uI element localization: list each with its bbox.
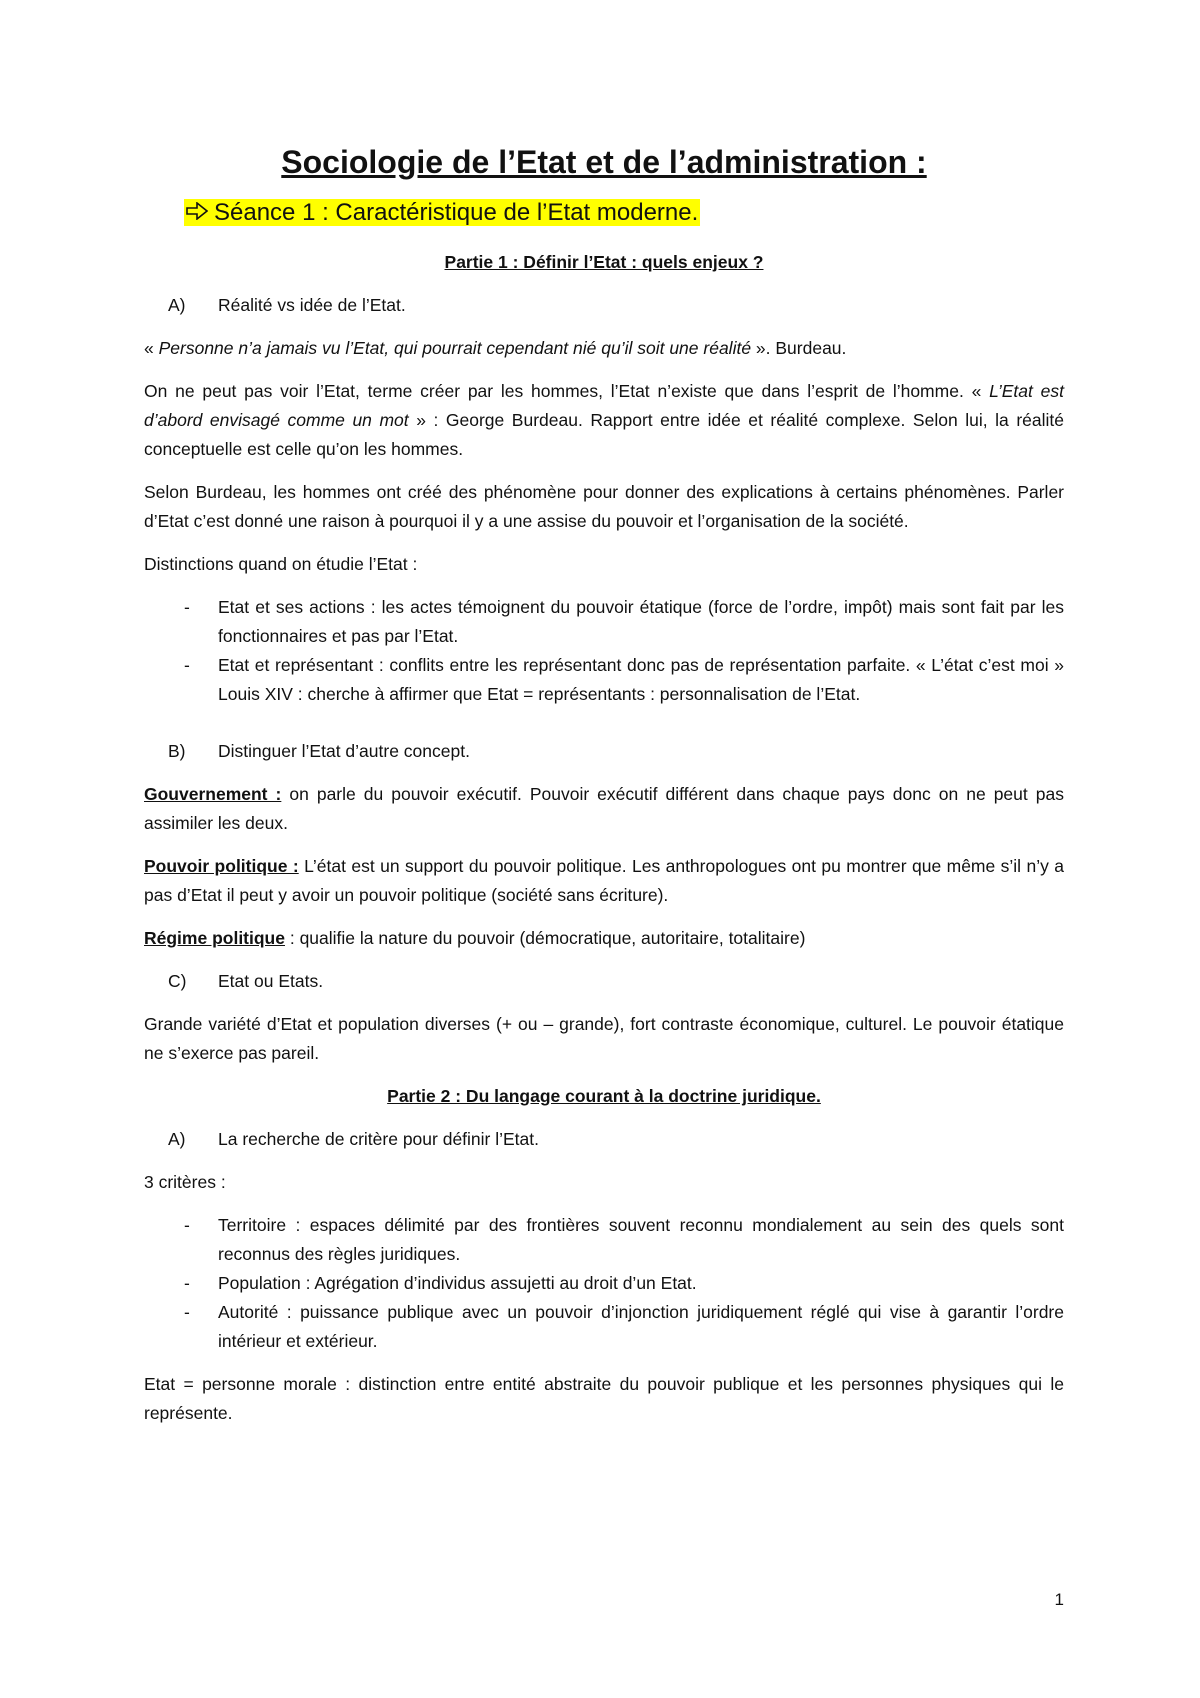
definition-text: L’état est un support du pouvoir politique. Les anthropologues ont pu montrer que même s’il n’y a pas d’Etat il peut y avoir un pouvoir politique (société sans écriture).: [144, 856, 1064, 905]
definition-term: Pouvoir politique :: [144, 856, 299, 876]
paragraph: Distinctions quand on étudie l’Etat :: [144, 554, 418, 574]
paragraph: Etat = personne morale : distinction entre entité abstraite du pouvoir publique et les personnes physiques qui le représente.: [144, 1374, 1064, 1423]
definition-term: Gouvernement :: [144, 784, 282, 804]
document-title: Sociologie de l’Etat et de l’administration :: [281, 144, 927, 180]
arrow-right-icon: [186, 196, 214, 230]
paragraph: [144, 377, 1064, 464]
seance-heading: [184, 196, 1064, 230]
section-b-heading: [144, 737, 1064, 766]
burdeau-quote: [144, 334, 1064, 363]
section-label: Distinguer l’Etat d’autre concept.: [218, 741, 470, 761]
list-item: - Autorité : puissance publique avec un pouvoir d’injonction juridiquement réglé qui vise à garantir l’ordre intérieur et extérieur.: [144, 1298, 1064, 1356]
page-number: 1: [1054, 1590, 1064, 1609]
list-item: - Etat et représentant : conflits entre les représentant donc pas de représentation parfaite. « L’état c’est moi » Louis XIV : cherche à affirmer que Etat = représentants : personnalisation de l’Etat.: [144, 651, 1064, 709]
document-body: [144, 142, 1064, 1442]
section-letter: B): [168, 741, 186, 761]
criteria-list: [144, 1211, 1064, 1356]
section-label: Etat ou Etats.: [218, 971, 324, 991]
partie2-heading: Partie 2 : Du langage courant à la doctrine juridique.: [387, 1086, 821, 1106]
section-letter: A): [168, 295, 186, 315]
paragraph: Selon Burdeau, les hommes ont créé des phénomène pour donner des explications à certains phénomènes. Parler d’Etat c’est donné une raison à pourquoi il y a une assise du pouvoir et l’organisation de la société.: [144, 482, 1064, 531]
definition-text: : qualifie la nature du pouvoir (démocratique, autoritaire, totalitaire): [284, 928, 806, 948]
section-a-heading: [144, 1125, 1064, 1154]
quote-close: ». Burdeau.: [751, 338, 847, 358]
paragraph-quote: L’Etat est d’abord envisagé comme un mot: [144, 381, 1064, 430]
partie1-heading: Partie 1 : Définir l’Etat : quels enjeux ?: [444, 252, 764, 272]
section-a-heading: [144, 291, 1064, 320]
seance-highlight: [184, 199, 700, 226]
paragraph-text: On ne peut pas voir l’Etat, terme créer par les hommes, l’Etat n’existe que dans l’esprit de l’homme. «: [144, 381, 990, 401]
quote-text: Personne n’a jamais vu l’Etat, qui pourrait cependant nié qu’il soit une réalité: [158, 338, 752, 358]
distinctions-list: [144, 593, 1064, 709]
paragraph: 3 critères :: [144, 1172, 226, 1192]
paragraph-text: » : George Burdeau. Rapport entre idée et réalité complexe. Selon lui, la réalité conceptuelle est celle qu’on les hommes.: [144, 410, 1064, 459]
definition-gouvernement: [144, 780, 1064, 838]
list-item: - Territoire : espaces délimité par des frontières souvent reconnu mondialement au sein des quels sont reconnus des règles juridiques.: [144, 1211, 1064, 1269]
section-label: Réalité vs idée de l’Etat.: [218, 295, 406, 315]
definition-regime-politique: [144, 924, 1064, 953]
quote-open: «: [144, 338, 159, 358]
list-item: - Population : Agrégation d’individus assujetti au droit d’un Etat.: [144, 1269, 1064, 1298]
definition-term: Régime politique: [144, 928, 285, 948]
definition-pouvoir-politique: [144, 852, 1064, 910]
section-c-heading: [144, 967, 1064, 996]
section-label: La recherche de critère pour définir l’Etat.: [218, 1129, 539, 1149]
seance-text: Séance 1 : Caractéristique de l’Etat moderne.: [214, 199, 699, 226]
section-letter: A): [168, 1129, 186, 1149]
section-letter: C): [168, 971, 187, 991]
paragraph: Grande variété d’Etat et population diverses (+ ou – grande), fort contraste économique, culturel. Le pouvoir étatique ne s’exerce pas pareil.: [144, 1014, 1064, 1063]
definition-text: on parle du pouvoir exécutif. Pouvoir exécutif différent dans chaque pays donc on ne peut pas assimiler les deux.: [144, 784, 1064, 833]
list-item: - Etat et ses actions : les actes témoignent du pouvoir étatique (force de l’ordre, impôt) mais sont fait par les fonctionnaires et pas par l’Etat.: [144, 593, 1064, 651]
